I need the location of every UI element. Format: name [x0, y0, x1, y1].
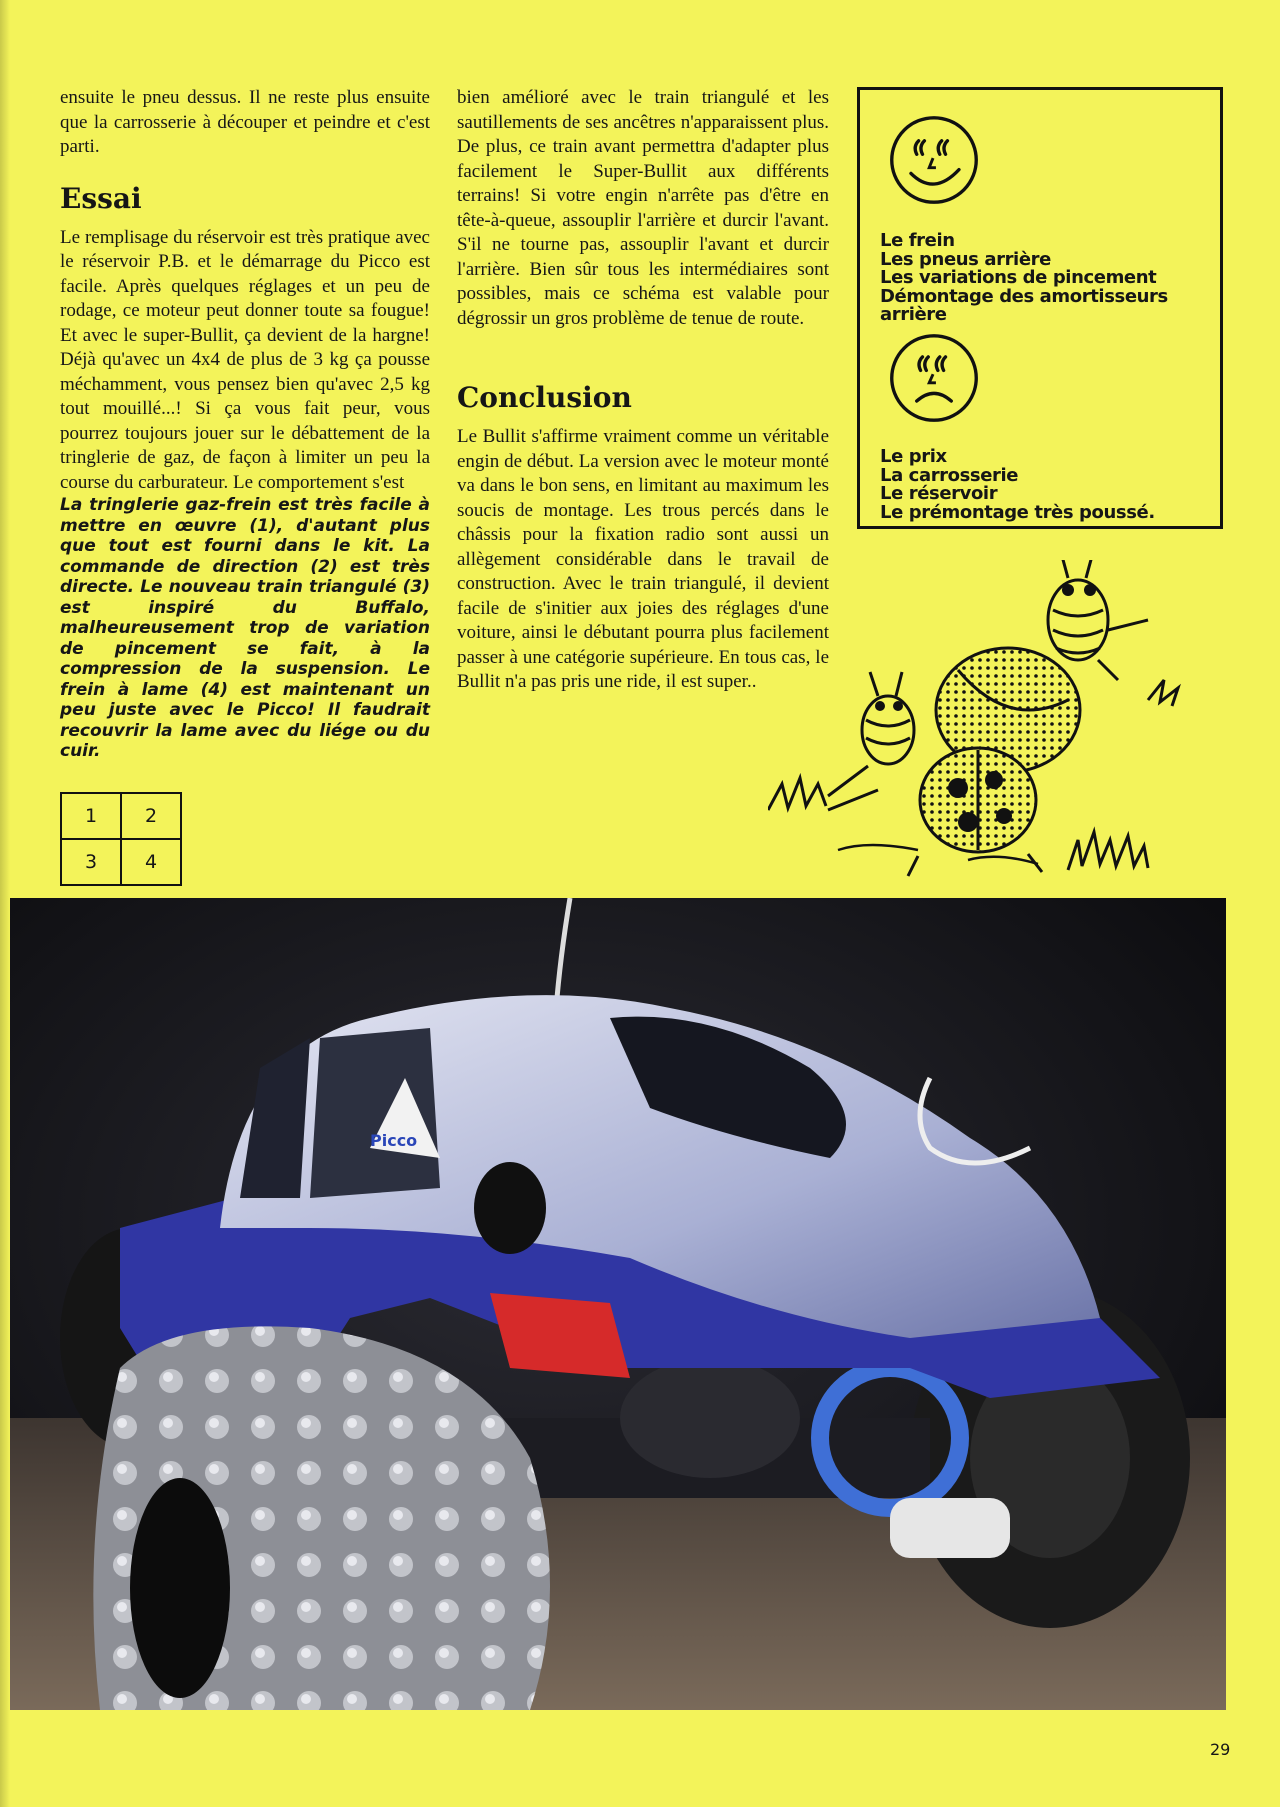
photo-caption: La tringlerie gaz-frein est très facile à mettre en œuvre (1), d'autant plus que tout est fourni dans le kit. La commande de direction (2) est très directe. Le nouveau train triangulé (3) est inspiré du Buffalo, malheureusement trop de variation de pincement se fait, à la compression de la suspension. Le frein à lame (4) est maintenant un peu juste avec le Picco! Il faudrait recouvrir la lame avec du liége ou du cuir.: [60, 495, 430, 761]
car-decal-text: Picco: [370, 1131, 418, 1150]
rc-car-photo: [10, 898, 1226, 1710]
con-item: La carrosserie: [880, 464, 1019, 486]
pro-item: Le frein: [880, 230, 955, 251]
pros-list: [880, 232, 1214, 325]
photo-reference-grid: [60, 792, 182, 886]
essai-paragraph: Le remplisage du réservoir est très pratique avec le réservoir P.B. et le démarrage du Picco est facile. Après quelques réglages et un peu de rodage, ce moteur peut donner toute sa fougue! Et avec le super-Bullit, ça devient de la hargne! Déjà qu'avec un 4x4 de plus de 3 kg ça pousse méchamment, vous pensez bien qu'avec 2,5 kg tout mouillé...! Si ça vous fait peur, vous pourrez toujours jouer sur le débattement de la tringlerie de gaz, de façon à limiter un peu la course du carburateur. Le comportement s'est: [60, 226, 430, 493]
text-column-left: [60, 86, 430, 762]
grid-cell: 1: [61, 793, 121, 839]
sad-smiley-icon: [886, 330, 982, 426]
pro-item: Démontage des amortisseurs arrière: [880, 285, 1168, 325]
pro-item: Les variations de pincement: [880, 267, 1157, 288]
section-heading-conclusion: Conclusion: [457, 381, 632, 414]
page-gutter-shadow: [0, 0, 10, 1807]
con-item: Le réservoir: [880, 483, 998, 504]
page-number: 29: [1210, 1740, 1231, 1759]
intro-paragraph: ensuite le pneu dessus. Il ne reste plus ensuite que la carrosserie à découper et peindre et c'est parti.: [60, 87, 430, 157]
con-item: Le prix: [880, 446, 947, 467]
conclusion-paragraph: Le Bullit s'affirme vraiment comme un véritable engin de début. La version avec le moteur monté va dans le bon sens, en limitant au maximum les soucis de montage. Les trous percés dans le châssis pour la fixation radio sont aussi un allègement considérable dans le travail de construction. Avec le train triangulé, il devient facile de s'initier aux joies des réglages d'une voiture, ainsi le débutant pourra plus facilement passer à une catégorie supérieure. En tous cas, le Bullit n'a pas pris une ride, il est super..: [457, 426, 829, 692]
happy-smiley-icon: [886, 112, 982, 208]
con-item: Le prémontage très poussé.: [880, 501, 1155, 523]
ladybug-cartoon-illustration: [768, 560, 1228, 900]
cons-list: [880, 448, 1214, 522]
grid-cell: 4: [121, 839, 181, 885]
pro-item: Les pneus arrière: [880, 248, 1051, 270]
grid-cell: 3: [61, 839, 121, 885]
essai-continued-paragraph: bien amélioré avec le train triangulé et les sautillements de ses ancêtres n'apparaissent plus. De plus, ce train avant permettra d'adapter plus facilement le Super-Bullit aux différents terrains! Si votre engin n'arrête pas d'être en tête-à-queue, assouplir l'arrière et durcir l'avant. S'il ne tourne pas, assouplir l'avant et durcir l'arrière. Bien sûr tous les intermédiaires sont possibles, mais ce schéma est valable pour dégrossir un gros problème de tenue de route.: [457, 87, 829, 329]
grid-cell: 2: [121, 793, 181, 839]
section-heading-essai: Essai: [60, 181, 142, 215]
pros-cons-box: [857, 87, 1223, 529]
